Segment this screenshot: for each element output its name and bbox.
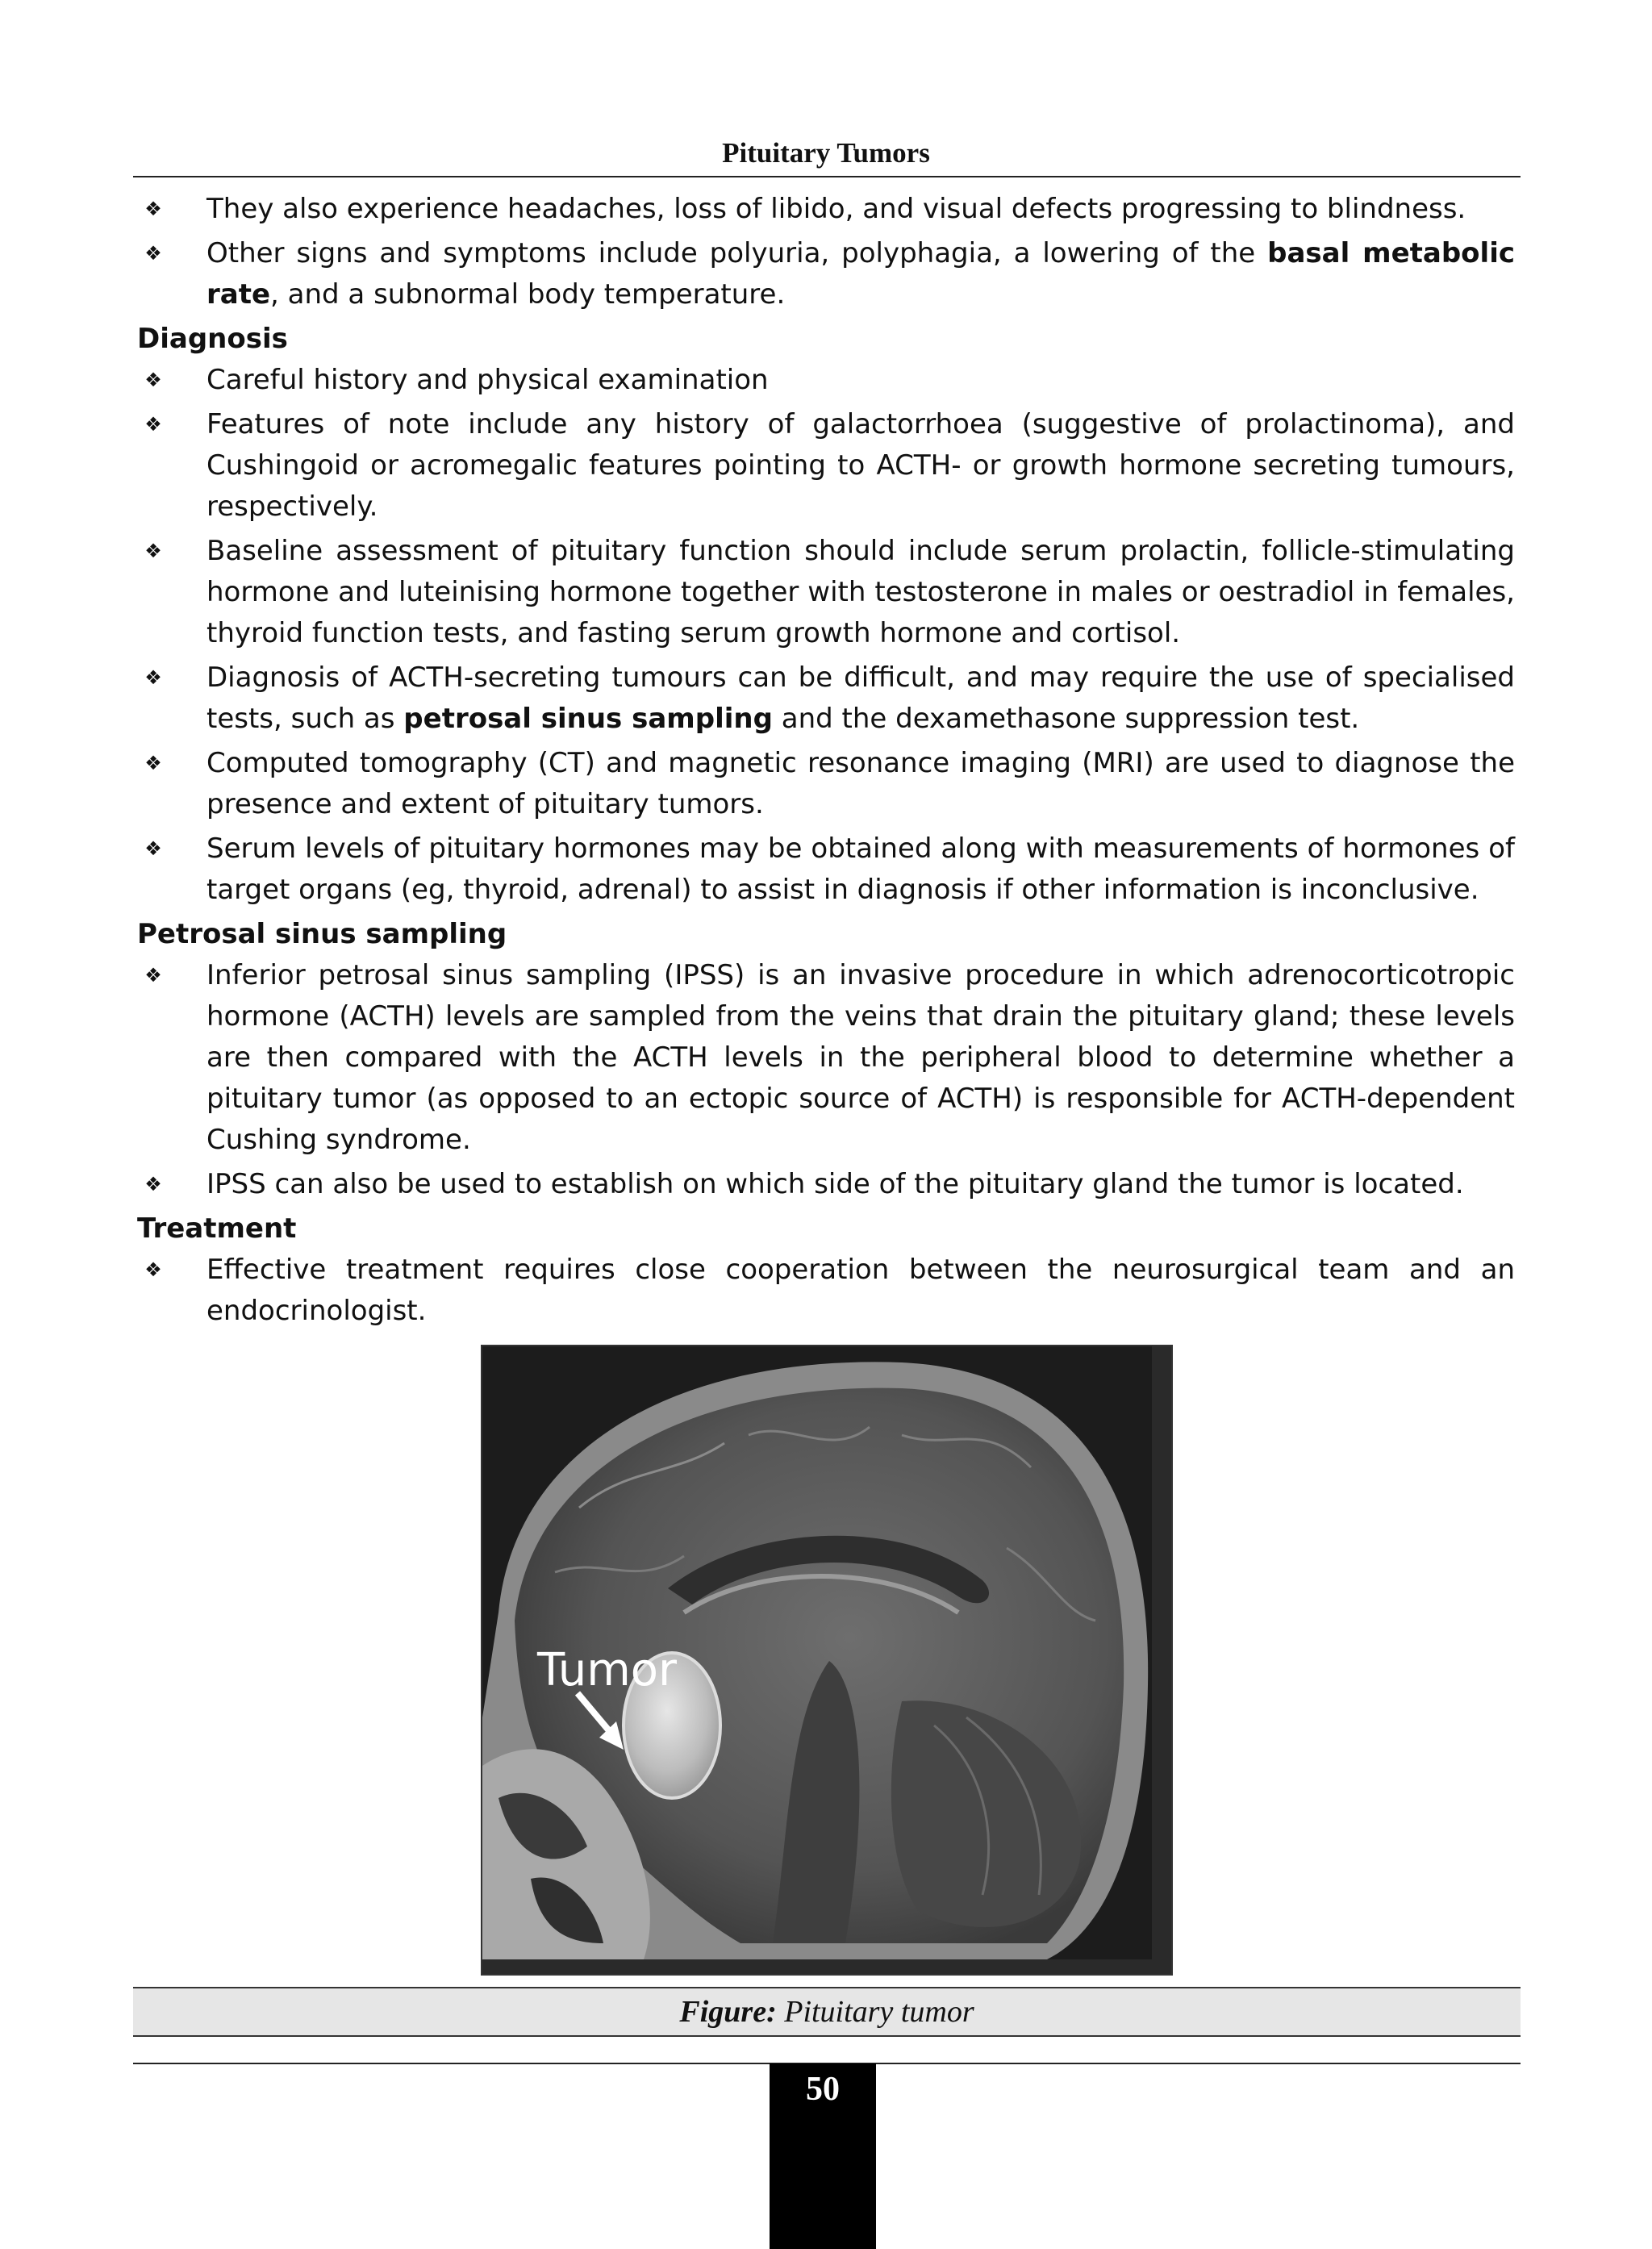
list-item: ❖ Serum levels of pituitary hormones may be obtained along with measurements of hormones of target organs (eg, thyroid, adrenal) to assist in diagnosis if other information is inconclusive. bbox=[137, 828, 1515, 911]
mri-image bbox=[482, 1346, 1171, 1974]
bullet-diamond-icon: ❖ bbox=[144, 837, 162, 860]
bullet-diamond-icon: ❖ bbox=[144, 1258, 162, 1281]
bullet-diamond-icon: ❖ bbox=[144, 752, 162, 774]
bullet-diamond-icon: ❖ bbox=[144, 964, 162, 987]
figure-caption bbox=[133, 1987, 1521, 2037]
bullet-diamond-icon: ❖ bbox=[144, 413, 162, 436]
bullet-diamond-icon: ❖ bbox=[144, 242, 162, 265]
bullet-diamond-icon: ❖ bbox=[144, 369, 162, 391]
list-item: ❖ Inferior petrosal sinus sampling (IPSS) is an invasive procedure in which adrenocorticotropic hormone (ACTH) levels are sampled from the veins that drain the pituitary gland; these levels are then compared with the ACTH levels in the peripheral blood to determine whether a pituitary tumor (as opposed to an ectopic source of ACTH) is responsible for ACTH-dependent Cushing syndrome. bbox=[137, 955, 1515, 1161]
bullet-diamond-icon: ❖ bbox=[144, 540, 162, 562]
list-item: ❖ Effective treatment requires close cooperation between the neurosurgical team and an endocrinologist. bbox=[137, 1250, 1515, 1332]
bullet-diamond-icon: ❖ bbox=[144, 198, 162, 220]
running-header: Pituitary Tumors bbox=[722, 137, 930, 169]
section-heading-diagnosis: Diagnosis bbox=[137, 323, 288, 355]
list-item: ❖ Other signs and symptoms include polyuria, polyphagia, a lowering of the basal metabolic rate, and a subnormal body temperature. bbox=[137, 233, 1515, 315]
section-heading-petrosal: Petrosal sinus sampling bbox=[137, 918, 507, 950]
caption-label: Figure: bbox=[679, 1995, 777, 2029]
list-item: ❖ Careful history and physical examination bbox=[137, 360, 1515, 401]
list-item: ❖ Diagnosis of ACTH-secreting tumours can be difficult, and may require the use of specialised tests, such as petrosal sinus sampling and the dexamethasone suppression test. bbox=[137, 657, 1515, 740]
list-item: ❖ IPSS can also be used to establish on which side of the pituitary gland the tumor is located. bbox=[137, 1164, 1515, 1205]
tumor-label: Tumor bbox=[537, 1644, 678, 1696]
bullet-diamond-icon: ❖ bbox=[144, 1173, 162, 1195]
list-item: ❖ Features of note include any history of galactorrhoea (suggestive of prolactinoma), and Cushingoid or acromegalic features pointing to ACTH- or growth hormone secreting tumours, respectively. bbox=[137, 404, 1515, 528]
bullet-diamond-icon: ❖ bbox=[144, 666, 162, 689]
header-rule bbox=[133, 176, 1521, 177]
list-item: ❖ Baseline assessment of pituitary function should include serum prolactin, follicle-stimulating hormone and luteinising hormone together with testosterone in males or oestradiol in females, thyroid function tests, and fasting serum growth hormone and cortisol. bbox=[137, 531, 1515, 654]
page-number: 50 bbox=[770, 2063, 876, 2249]
list-item: ❖ Computed tomography (CT) and magnetic resonance imaging (MRI) are used to diagnose the presence and extent of pituitary tumors. bbox=[137, 743, 1515, 825]
caption-text: Pituitary tumor bbox=[776, 1995, 974, 2029]
page-body bbox=[137, 189, 1515, 1335]
list-item: ❖ They also experience headaches, loss of libido, and visual defects progressing to blindness. bbox=[137, 189, 1515, 230]
mri-figure bbox=[481, 1345, 1173, 1976]
section-heading-treatment: Treatment bbox=[137, 1212, 297, 1245]
